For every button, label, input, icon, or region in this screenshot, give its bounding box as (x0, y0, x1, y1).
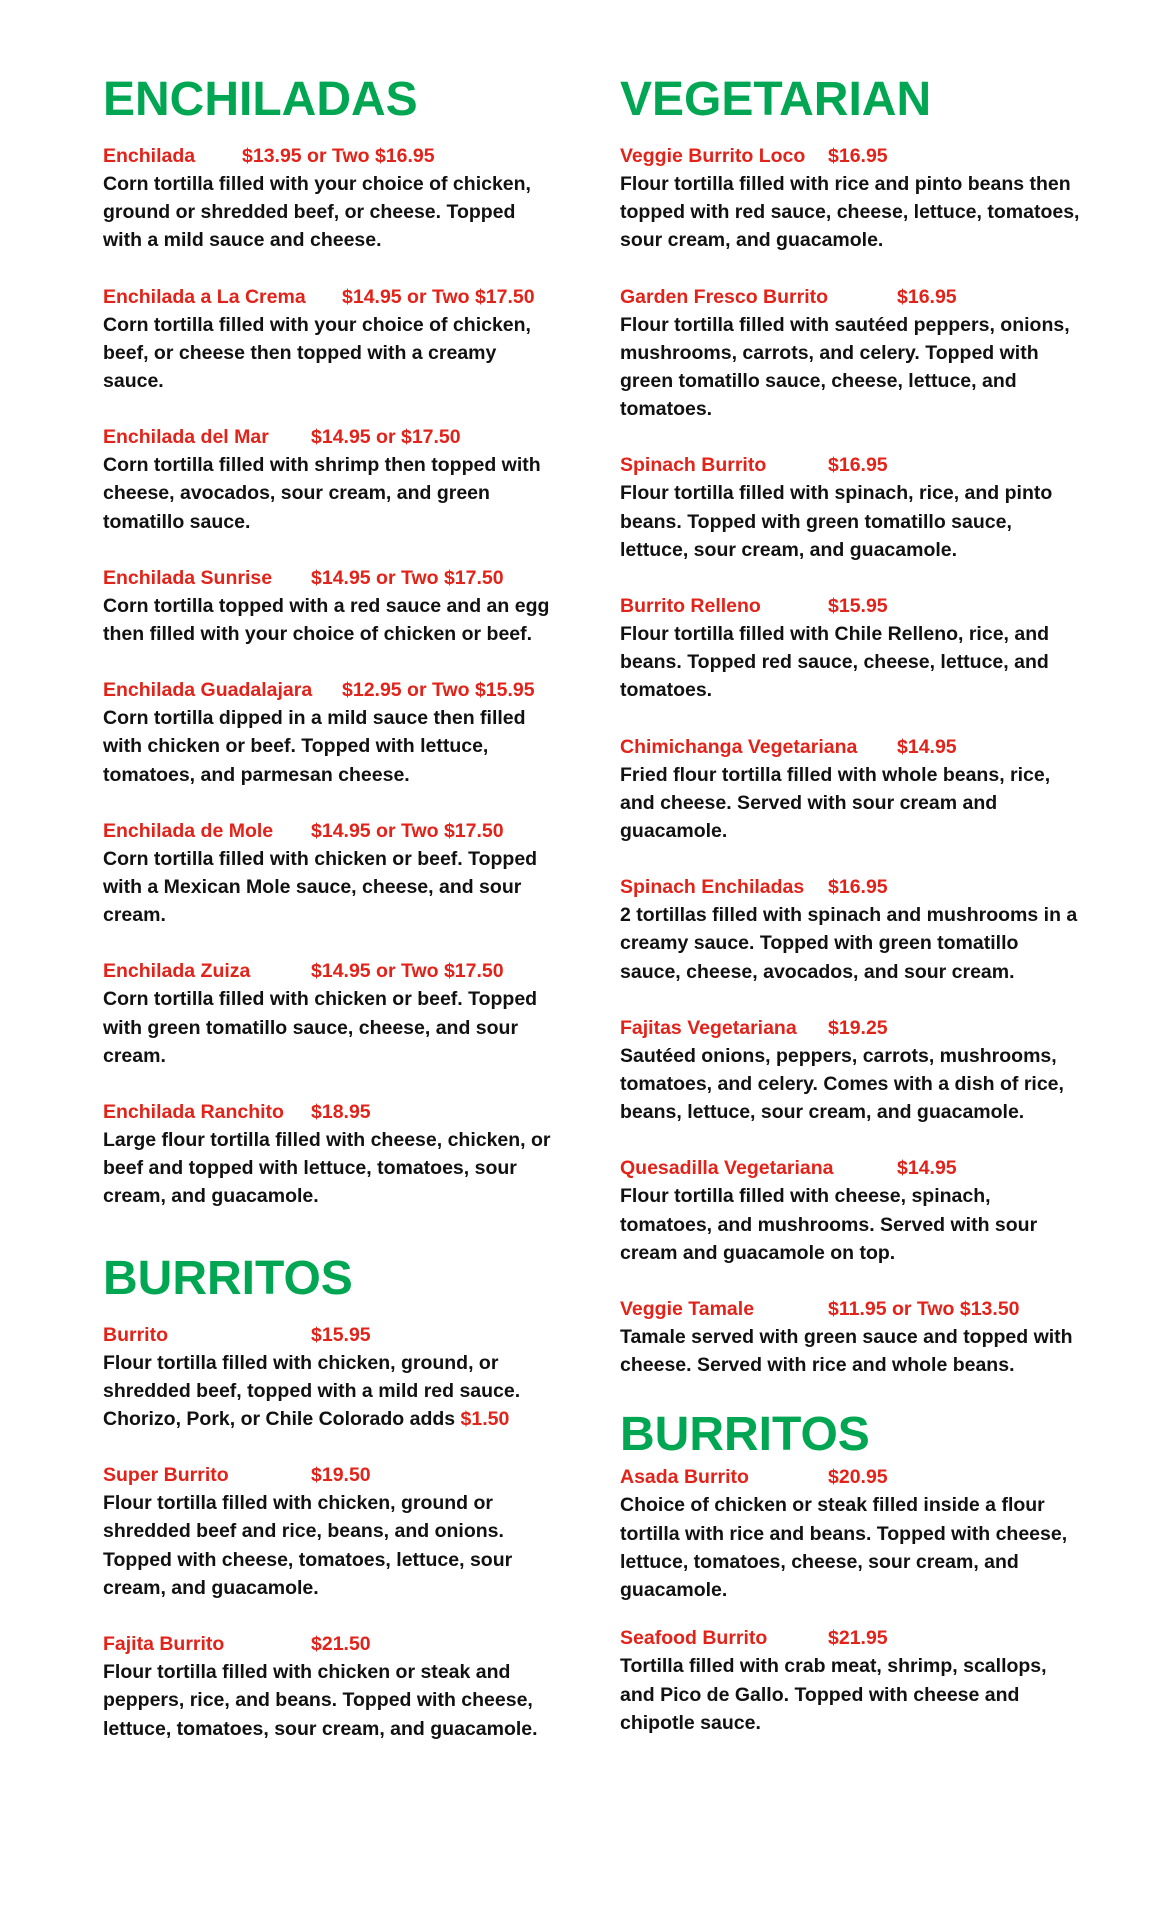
item-description: Corn tortilla filled with your choice of chicken, beef, or cheese then topped with a creamy sauce. (103, 313, 531, 393)
item-name: Asada Burrito (620, 1466, 749, 1489)
item-description: Flour tortilla filled with spinach, rice, and pinto beans. Topped with green tomatillo sauce, lettuce, sour cream, and guacamole. (620, 482, 1053, 561)
item-name: Garden Fresco Burrito (620, 285, 829, 308)
section-burritos (103, 1251, 558, 1743)
right-column (620, 72, 1080, 1765)
item-price: $14.95 (897, 735, 957, 758)
item-name: Enchilada Sunrise (103, 566, 273, 589)
item-name: Enchilada a La Crema (103, 285, 306, 308)
item-name: Chimichanga Vegetariana (620, 735, 858, 758)
menu-item (620, 283, 1080, 424)
item-price: $16.95 (828, 145, 888, 167)
item-price: $16.95 (828, 876, 888, 899)
menu-item (103, 423, 558, 536)
section-title: BURRITOS (103, 1251, 353, 1305)
item-price: $12.95 or Two $15.95 (342, 679, 535, 702)
left-column (103, 72, 558, 1771)
item-description: Corn tortilla filled with your choice of chicken, ground or shredded beef, or cheese. Topped with a mild sauce and cheese. (103, 173, 531, 252)
item-description: Corn tortilla filled with chicken or beef. Topped with a Mexican Mole sauce, cheese, and sour cream. (103, 847, 538, 927)
section-burritos-right (620, 1407, 1080, 1736)
item-price: $21.50 (311, 1633, 371, 1656)
item-description: Flour tortilla filled with cheese, spinach, tomatoes, and mushrooms. Served with sour cream and guacamole on top. (620, 1185, 1038, 1264)
item-description: Flour tortilla filled with chicken, ground or shredded beef and rice, beans, and onions. Topped with cheese, tomatoes, lettuce, sour cream, and guacamole. (103, 1492, 513, 1599)
section-enchiladas (103, 72, 558, 1211)
item-description: Choice of chicken or steak filled inside a flour tortilla with rice and beans. Topped with cheese, lettuce, tomatoes, cheese, sour cream, and guacamole. (620, 1494, 1068, 1602)
item-description: Sautéed onions, peppers, carrots, mushrooms, tomatoes, and celery. Comes with a dish of rice, beans, lettuce, sour cream, and guacamole. (620, 1044, 1064, 1124)
item-price: $14.95 or Two $17.50 (311, 960, 504, 983)
item-name: Veggie Tamale (620, 1298, 755, 1321)
item-name: Super Burrito (103, 1464, 229, 1487)
menu-item (103, 1630, 558, 1743)
item-name: Enchilada (103, 145, 196, 167)
menu-item (103, 142, 558, 255)
item-description: Corn tortilla filled with shrimp then topped with cheese, avocados, sour cream, and green tomatillo sauce. (103, 454, 541, 533)
menu-item (620, 1295, 1080, 1379)
item-name: Burrito (103, 1323, 168, 1346)
item-description: Tortilla filled with crab meat, shrimp, scallops, and Pico de Gallo. Topped with cheese and chipotle sauce. (620, 1655, 1047, 1734)
item-price: $16.95 (897, 285, 957, 308)
item-price: $19.50 (311, 1464, 371, 1487)
item-description: Flour tortilla filled with sautéed peppers, onions, mushrooms, carrots, and celery. Topped with green tomatillo sauce, cheese, lettuce, and tomatoes. (620, 313, 1070, 421)
menu-item (620, 873, 1080, 986)
item-description: Flour tortilla filled with chicken or steak and peppers, rice, and beans. Topped with cheese, lettuce, tomatoes, sour cream, and guacamole. (103, 1661, 538, 1740)
menu-item (103, 817, 558, 930)
item-price: $14.95 or Two $17.50 (311, 819, 504, 842)
menu-item (103, 1098, 558, 1211)
item-name: Burrito Relleno (620, 595, 761, 618)
item-price: $14.95 or Two $17.50 (311, 566, 504, 589)
section-vegetarian (620, 72, 1080, 1379)
item-description: Corn tortilla filled with chicken or beef. Topped with green tomatillo sauce, cheese, and sour cream. (103, 988, 538, 1067)
item-price: $20.95 (828, 1466, 888, 1489)
menu-item (103, 564, 558, 648)
menu-item (620, 1154, 1080, 1267)
item-price: $14.95 (897, 1157, 957, 1180)
item-name: Fajita Burrito (103, 1633, 225, 1656)
item-description: Tamale served with green sauce and topped with cheese. Served with rice and whole beans. (620, 1326, 1073, 1377)
item-name: Seafood Burrito (620, 1627, 768, 1650)
item-price: $11.95 or Two $13.50 (828, 1298, 1020, 1321)
item-name: Veggie Burrito Loco (620, 145, 806, 167)
item-price: $15.95 (311, 1323, 371, 1346)
item-description (103, 1349, 558, 1434)
item-name: Spinach Burrito (620, 454, 767, 477)
item-price: $13.95 or Two $16.95 (242, 145, 435, 167)
section-title: VEGETARIAN (620, 73, 932, 126)
item-price: $19.25 (828, 1016, 888, 1039)
item-price: $18.95 (311, 1101, 371, 1124)
item-description: Fried flour tortilla filled with whole beans, rice, and cheese. Served with sour cream and guacamole. (620, 763, 1051, 843)
section-title: BURRITOS (620, 1408, 870, 1462)
item-name: Enchilada del Mar (103, 426, 269, 449)
item-name: Fajitas Vegetariana (620, 1016, 797, 1039)
item-name: Enchilada de Mole (103, 819, 274, 842)
menu-item (620, 592, 1080, 705)
menu-item (620, 1463, 1080, 1604)
item-price: $21.95 (828, 1627, 888, 1650)
item-description: Large flour tortilla filled with cheese, chicken, or beef and topped with lettuce, tomatoes, sour cream, and guacamole. (103, 1129, 551, 1208)
item-description: 2 tortillas filled with spinach and mushrooms in a creamy sauce. Topped with green tomatillo sauce, cheese, avocados, and sour cream. (620, 904, 1078, 983)
item-extra-price: $1.50 (460, 1408, 510, 1431)
menu-item (620, 733, 1080, 846)
section-title: ENCHILADAS (103, 73, 418, 126)
item-name: Enchilada Ranchito (103, 1101, 284, 1124)
menu-item (103, 676, 558, 789)
item-description: Flour tortilla filled with Chile Relleno, rice, and beans. Topped red sauce, cheese, lettuce, and tomatoes. (620, 623, 1050, 702)
menu-item (620, 451, 1080, 564)
menu-item (103, 1321, 558, 1434)
item-name: Quesadilla Vegetariana (620, 1157, 834, 1180)
item-name: Spinach Enchiladas (620, 876, 805, 899)
menu-item (103, 957, 558, 1070)
item-name: Enchilada Zuiza (103, 960, 251, 983)
item-name: Enchilada Guadalajara (103, 679, 313, 702)
item-description: Corn tortilla topped with a red sauce and an egg then filled with your choice of chicken or beef. (103, 594, 550, 646)
item-description: Corn tortilla dipped in a mild sauce then filled with chicken or beef. Topped with lettuce, tomatoes, and parmesan cheese. (103, 707, 526, 786)
menu-item (620, 1624, 1080, 1737)
item-price: $16.95 (828, 454, 888, 477)
menu-item (103, 1461, 558, 1602)
item-price: $14.95 or Two $17.50 (342, 285, 535, 308)
item-description-text: Flour tortilla filled with chicken, ground, or shredded beef, topped with a mild red sauce. Chorizo, Pork, or Chile Colorado adds (103, 1351, 521, 1431)
menu-item (620, 142, 1080, 255)
item-description: Flour tortilla filled with rice and pinto beans then topped with red sauce, cheese, lettuce, tomatoes, sour cream, and guacamole. (620, 173, 1080, 252)
menu-item (620, 1014, 1080, 1127)
item-price: $14.95 or $17.50 (311, 426, 461, 449)
item-price: $15.95 (828, 595, 888, 618)
menu-item (103, 283, 558, 396)
